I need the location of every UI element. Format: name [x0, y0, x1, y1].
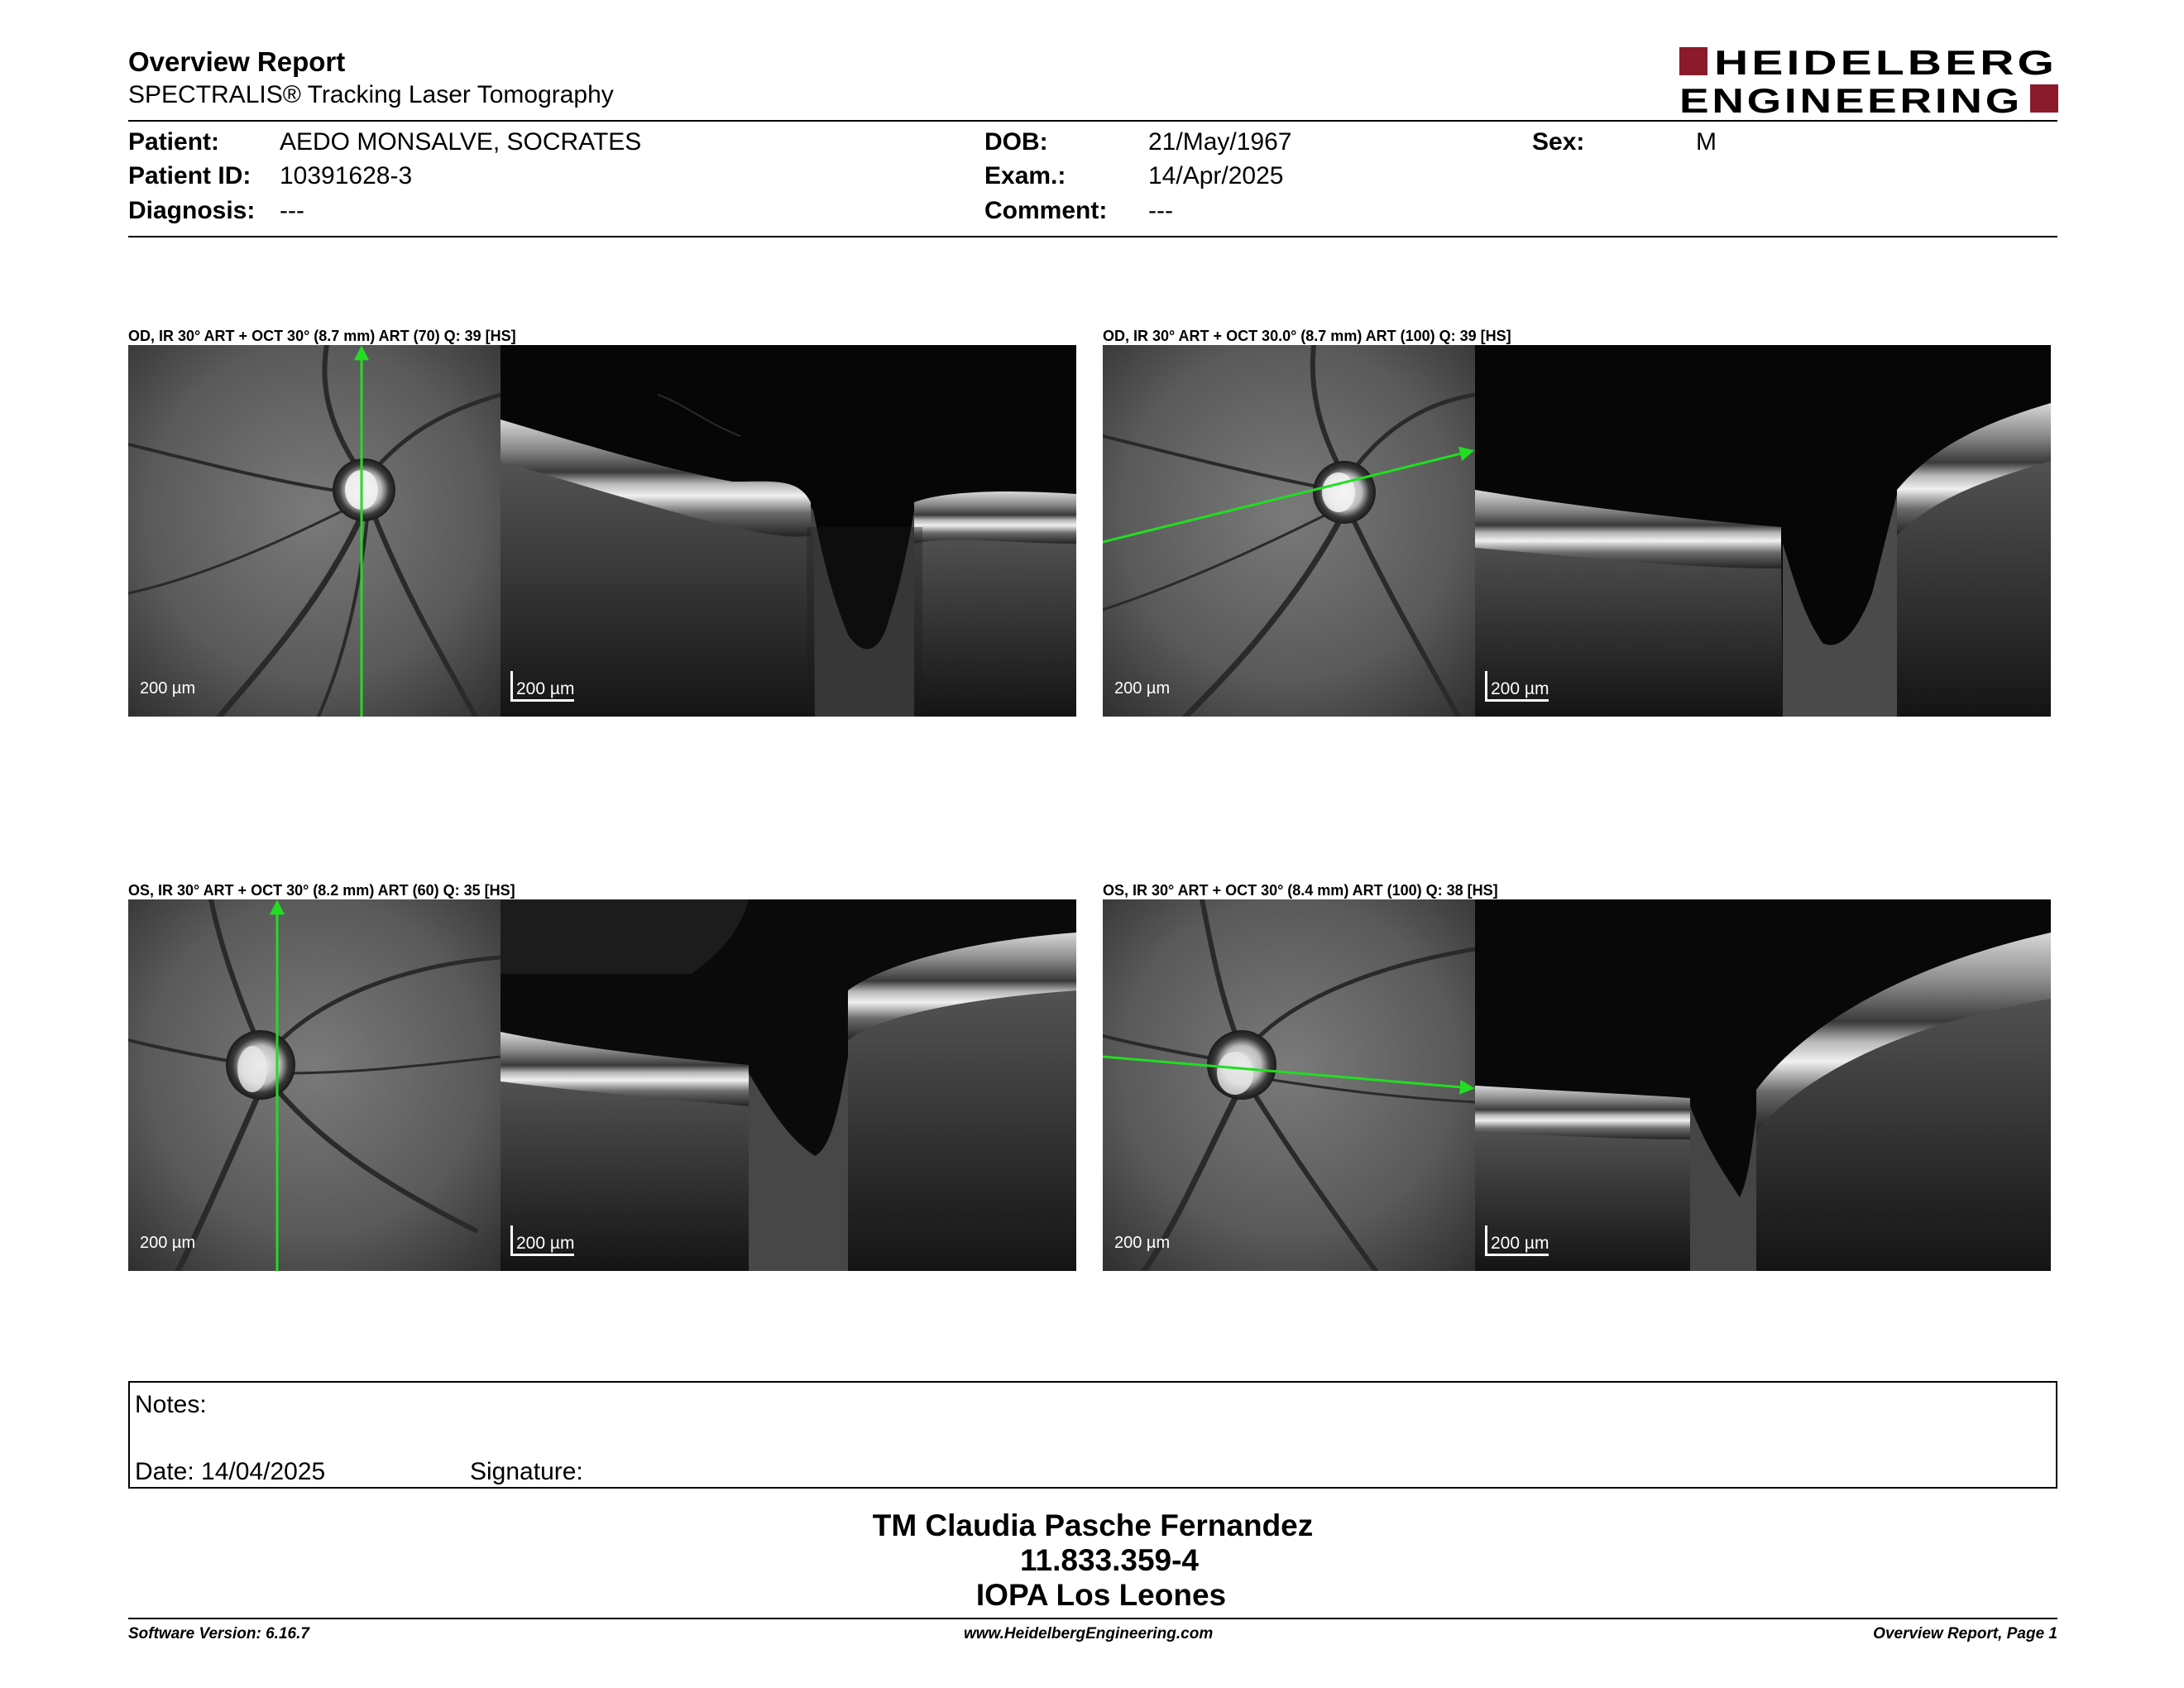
oct-scale-bar-label: 200 µm — [1485, 1225, 1549, 1256]
patient-name: AEDO MONSALVE, SOCRATES — [280, 128, 642, 156]
report-title: Overview Report — [128, 46, 346, 77]
svg-text:ENGINEERING: ENGINEERING — [1679, 81, 2023, 117]
exam-label: Exam.: — [984, 162, 1066, 189]
ir-scale-bar-label: 200 µm — [140, 1234, 196, 1252]
page-indicator: Overview Report, Page 1 — [1873, 1625, 2057, 1642]
oct-bscan-image[interactable] — [1475, 345, 2051, 717]
scan-caption: OS, IR 30° ART + OCT 30° (8.4 mm) ART (100) Q: 38 [HS] — [1103, 882, 1498, 899]
notes-box — [128, 1381, 2057, 1489]
ir-scale-bar-label: 200 µm — [1114, 679, 1171, 698]
svg-text:HEIDELBERG: HEIDELBERG — [1714, 43, 2057, 82]
header-divider — [128, 120, 2057, 122]
footer-divider — [128, 1618, 2057, 1619]
signature-label: Signature: — [470, 1458, 583, 1485]
patient-id-label: Patient ID: — [128, 162, 251, 189]
technician-id: 11.833.359-4 — [1019, 1543, 1200, 1577]
technician-name: TM Claudia Pasche Fernandez — [872, 1508, 1314, 1542]
scan-caption: OS, IR 30° ART + OCT 30° (8.2 mm) ART (60) Q: 35 [HS] — [128, 882, 515, 899]
institution-name: IOPA Los Leones — [975, 1578, 1227, 1612]
ir-fundus-image[interactable] — [1103, 345, 1475, 717]
oct-scale-bar-label: 200 µm — [510, 671, 574, 702]
comment-value: --- — [1148, 197, 1173, 224]
comment-label: Comment: — [984, 197, 1108, 224]
patient-divider — [128, 236, 2057, 237]
scan-caption: OD, IR 30° ART + OCT 30.0° (8.7 mm) ART (100) Q: 39 [HS] — [1103, 328, 1511, 344]
oct-bscan-image[interactable] — [1475, 899, 2051, 1271]
ir-fundus-image[interactable] — [1103, 899, 1475, 1271]
exam-value: 14/Apr/2025 — [1148, 162, 1284, 189]
website-link[interactable]: www.HeidelbergEngineering.com — [964, 1625, 1214, 1642]
ir-fundus-image[interactable] — [128, 345, 500, 717]
patient-label: Patient: — [128, 128, 220, 156]
patient-id: 10391628-3 — [280, 162, 413, 189]
dob-value: 21/May/1967 — [1148, 128, 1292, 156]
oct-scale-bar-label: 200 µm — [1485, 671, 1549, 702]
ir-scale-bar-label: 200 µm — [140, 679, 196, 698]
software-version: Software Version: 6.16.7 — [128, 1625, 309, 1642]
sex-value: M — [1696, 128, 1717, 156]
diagnosis-value: --- — [280, 197, 304, 224]
scan-caption: OD, IR 30° ART + OCT 30° (8.7 mm) ART (70) Q: 39 [HS] — [128, 328, 516, 344]
sex-label: Sex: — [1532, 128, 1585, 156]
ir-scale-bar-label: 200 µm — [1114, 1234, 1171, 1252]
diagnosis-label: Diagnosis: — [128, 197, 256, 224]
oct-bscan-image[interactable] — [500, 899, 1076, 1271]
notes-label: Notes: — [135, 1391, 207, 1418]
oct-bscan-image[interactable] — [500, 345, 1076, 717]
report-subtitle: SPECTRALIS® Tracking Laser Tomography — [128, 81, 614, 108]
dob-label: DOB: — [984, 128, 1048, 156]
ir-fundus-image[interactable] — [128, 899, 500, 1271]
heidelberg-engineering-logo — [1679, 43, 2060, 117]
date-label: Date: 14/04/2025 — [135, 1458, 326, 1485]
oct-scale-bar-label: 200 µm — [510, 1225, 574, 1256]
